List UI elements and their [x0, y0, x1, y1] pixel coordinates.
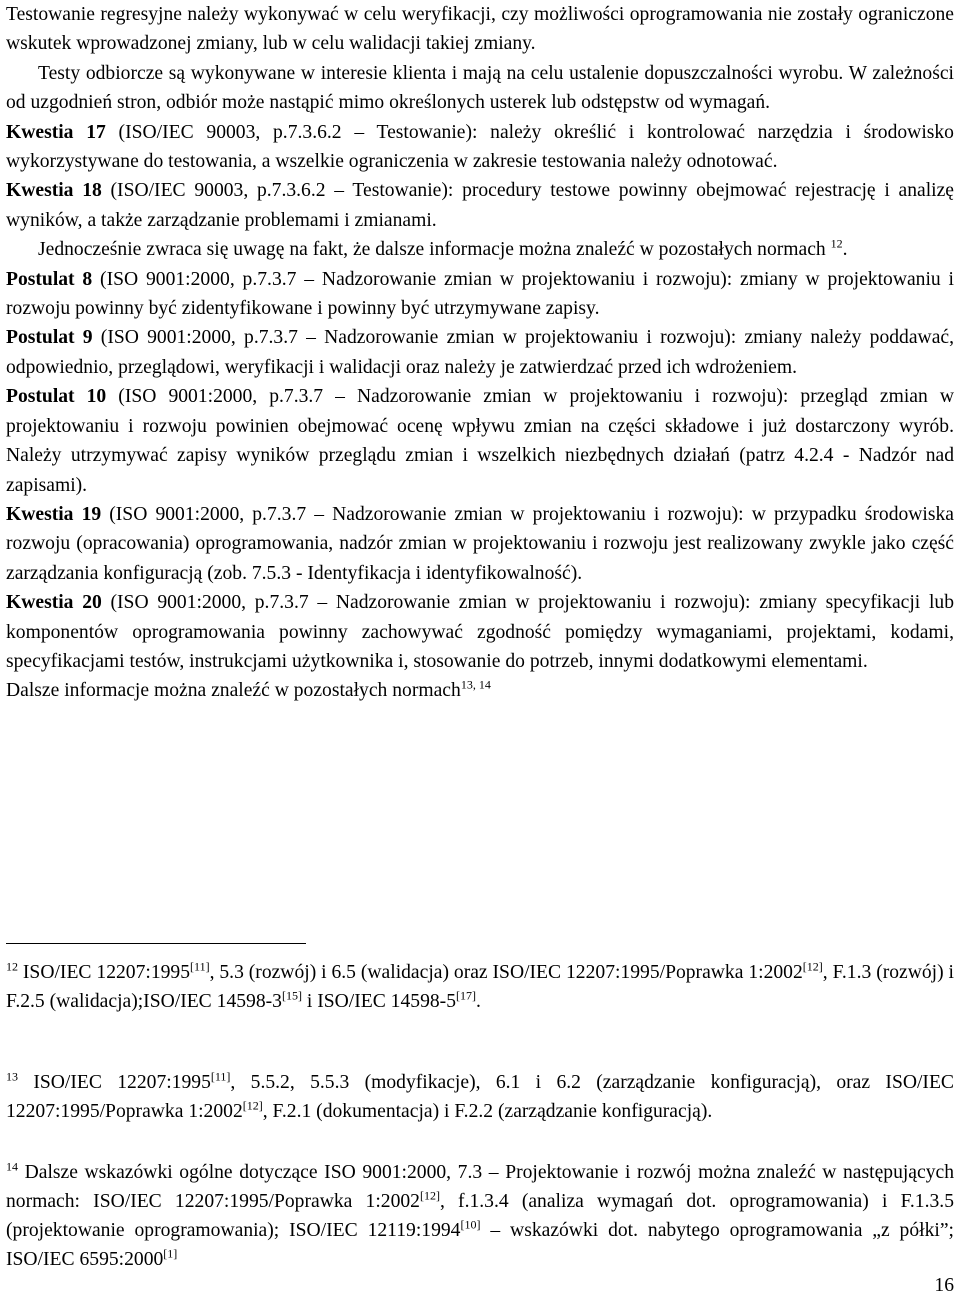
issue-20-text: (ISO 9001:2000, p.7.3.7 – Nadzorowanie zmian w projektowaniu i rozwoju): zmiany specyfikacji lub komponentów oprogramowania powinny zachowywać zgodność pomiędzy wymaganiami, projektami, kodami, specyfikacjami testów, instrukcjami użytkownika i, stosowanie do potrzeb, innymi dodatkowymi elementami. — [6, 592, 954, 672]
issue-19 — [6, 500, 954, 588]
footnote-text: , 5.3 (rozwój) i 6.5 (walidacja) oraz ISO/IEC 12207:1995/Poprawka 1:2002 — [209, 962, 803, 983]
postulate-8-text: (ISO 9001:2000, p.7.3.7 – Nadzorowanie zmian w projektowaniu i rozwoju): zmiany w projektowaniu i rozwoju powinny być zidentyfikowane i powinny być utrzymywane zapisy. — [6, 268, 954, 320]
issue-17-label: Kwestia 17 — [6, 121, 106, 143]
issue-19-label: Kwestia 19 — [6, 503, 102, 525]
footnote-number: 13 — [6, 1069, 18, 1084]
issue-17 — [6, 118, 954, 177]
footnote-number: 14 — [6, 1159, 18, 1174]
footnote-text: i ISO/IEC 14598-5 — [301, 991, 456, 1012]
note-text: Jednocześnie zwraca się uwagę na fakt, że dalsze informacje można znaleźć w pozostałych normach — [38, 239, 831, 261]
citation-ref: [1] — [163, 1246, 178, 1261]
citation-ref: [15] — [281, 988, 302, 1003]
footnote-separator — [6, 943, 306, 944]
issue-18 — [6, 176, 954, 235]
postulate-9-label: Postulat 9 — [6, 327, 93, 349]
postulate-8-label: Postulat 8 — [6, 268, 93, 290]
issue-18-label: Kwestia 18 — [6, 180, 102, 202]
postulate-10-text: (ISO 9001:2000, p.7.3.7 – Nadzorowanie zmian w projektowaniu i rozwoju): przegląd zmian w projektowaniu i rozwoju powinien obejmować ocenę wpływu zmian na części składowe i już dostarczony wyrób. Należy utrzymywać zapisy wyników przeglądu zmian i wszelkich niezbędnych działań (patrz 4.2.4 - Nadzór nad zapisami). — [6, 386, 954, 496]
note-end: . — [842, 239, 848, 261]
citation-ref: [11] — [190, 959, 210, 974]
footnote-text: , F.2.1 (dokumentacja) i F.2.2 (zarządzanie konfiguracją). — [262, 1101, 713, 1122]
issue-18-text: (ISO/IEC 90003, p.7.3.6.2 – Testowanie): procedury testowe powinny obejmować rejestrację i analizę wyników, a także zarządzanie problemami i zmianami. — [6, 180, 954, 231]
footnote-text: , F.1.3 (rozwój) i F.2.5 (walidacja);ISO/IEC 14598-3 — [6, 962, 955, 1012]
footnote-text: , f.1.3.4 (analiza wymagań dot. oprogramowania) i F.1.3.5 (projektowanie oprogramowania); ISO/IEC 12119:1994 — [6, 1191, 954, 1241]
footnote-ref-13-14[interactable]: 13, 14 — [460, 677, 491, 692]
footnote-text: Dalsze wskazówki ogólne dotyczące ISO 9001:2000, 7.3 – Projektowanie i rozwój można znaleźć w następujących normach: ISO/IEC 12207:1995/Poprawka 1:2002 — [6, 1162, 954, 1212]
postulate-10-label: Postulat 10 — [6, 386, 107, 408]
footnote-text: – wskazówki dot. nabytego oprogramowania „z półki”; ISO/IEC 6595:2000 — [6, 1220, 954, 1270]
footnote-14 — [6, 1158, 954, 1274]
footnote-text: ISO/IEC 12207:1995 — [18, 962, 191, 983]
issue-20 — [6, 588, 954, 676]
citation-ref: [17] — [456, 988, 476, 1003]
footnote-13 — [6, 1068, 954, 1126]
footnote-number: 12 — [6, 959, 18, 974]
citation-ref: [11] — [210, 1069, 231, 1084]
issue-17-text: (ISO/IEC 90003, p.7.3.6.2 – Testowanie): należy określić i kontrolować narzędzia i środowisko wykorzystywane do testowania, a wszelkie ograniczenia w zakresie testowania należy odnotować. — [6, 121, 954, 173]
postulate-9 — [6, 323, 954, 382]
paragraph-regression-testing: Testowanie regresyjne należy wykonywać w celu weryfikacji, czy możliwości oprogramowania nie zostały ograniczone wskutek wprowadzonej zmiany, lub w celu walidacji takiej zmiany. — [6, 4, 954, 55]
footnote-12 — [6, 958, 954, 1016]
citation-ref: [10] — [460, 1217, 481, 1232]
citation-ref: [12] — [802, 959, 823, 974]
note-paragraph — [6, 235, 954, 264]
footnote-text: ISO/IEC 12207:1995 — [18, 1072, 211, 1093]
issue-19-text: (ISO 9001:2000, p.7.3.7 – Nadzorowanie zmian w projektowaniu i rozwoju): w przypadku środowiska rozwoju (opracowania) oprogramowania, nadzór zmian w projektowaniu i rozwoju jest realizowany zwykle jako część zarządzania konfiguracją (zob. 7.5.3 - Identyfikacja i identyfikowalność). — [6, 503, 954, 584]
citation-ref: [12] — [419, 1188, 440, 1203]
citation-ref: [12] — [242, 1098, 263, 1113]
postulate-10 — [6, 382, 954, 500]
further-info-text: Dalsze informacje można znaleźć w pozostałych normach — [6, 680, 461, 702]
further-info-paragraph — [6, 676, 954, 705]
footnote-ref-12[interactable]: 12 — [830, 236, 843, 251]
page-number: 16 — [934, 1275, 954, 1296]
main-text — [6, 0, 954, 706]
footnote-text: , 5.5.2, 5.5.3 (modyfikacje), 6.1 i 6.2 (zarządzanie konfiguracją), oraz ISO/IEC 12207:1995/Poprawka 1:2002 — [6, 1072, 954, 1122]
document-page — [6, 0, 955, 1296]
footnote-text: . — [476, 991, 481, 1012]
postulate-9-text: (ISO 9001:2000, p.7.3.7 – Nadzorowanie zmian w projektowaniu i rozwoju): zmiany należy poddawać, odpowiednio, przeglądowi, weryfikacji i walidacji oraz należy je zatwierdzać przed ich wdrożeniem. — [6, 327, 954, 378]
issue-20-label: Kwestia 20 — [6, 592, 102, 614]
postulate-8 — [6, 265, 954, 324]
paragraph-acceptance-testing: Testy odbiorcze są wykonywane w interesie klienta i mają na celu ustalenie dopuszczalności wyrobu. W zależności od uzgodnień stron, odbiór może nastąpić mimo określonych usterek lub odstępstw od wymagań. — [6, 62, 954, 114]
